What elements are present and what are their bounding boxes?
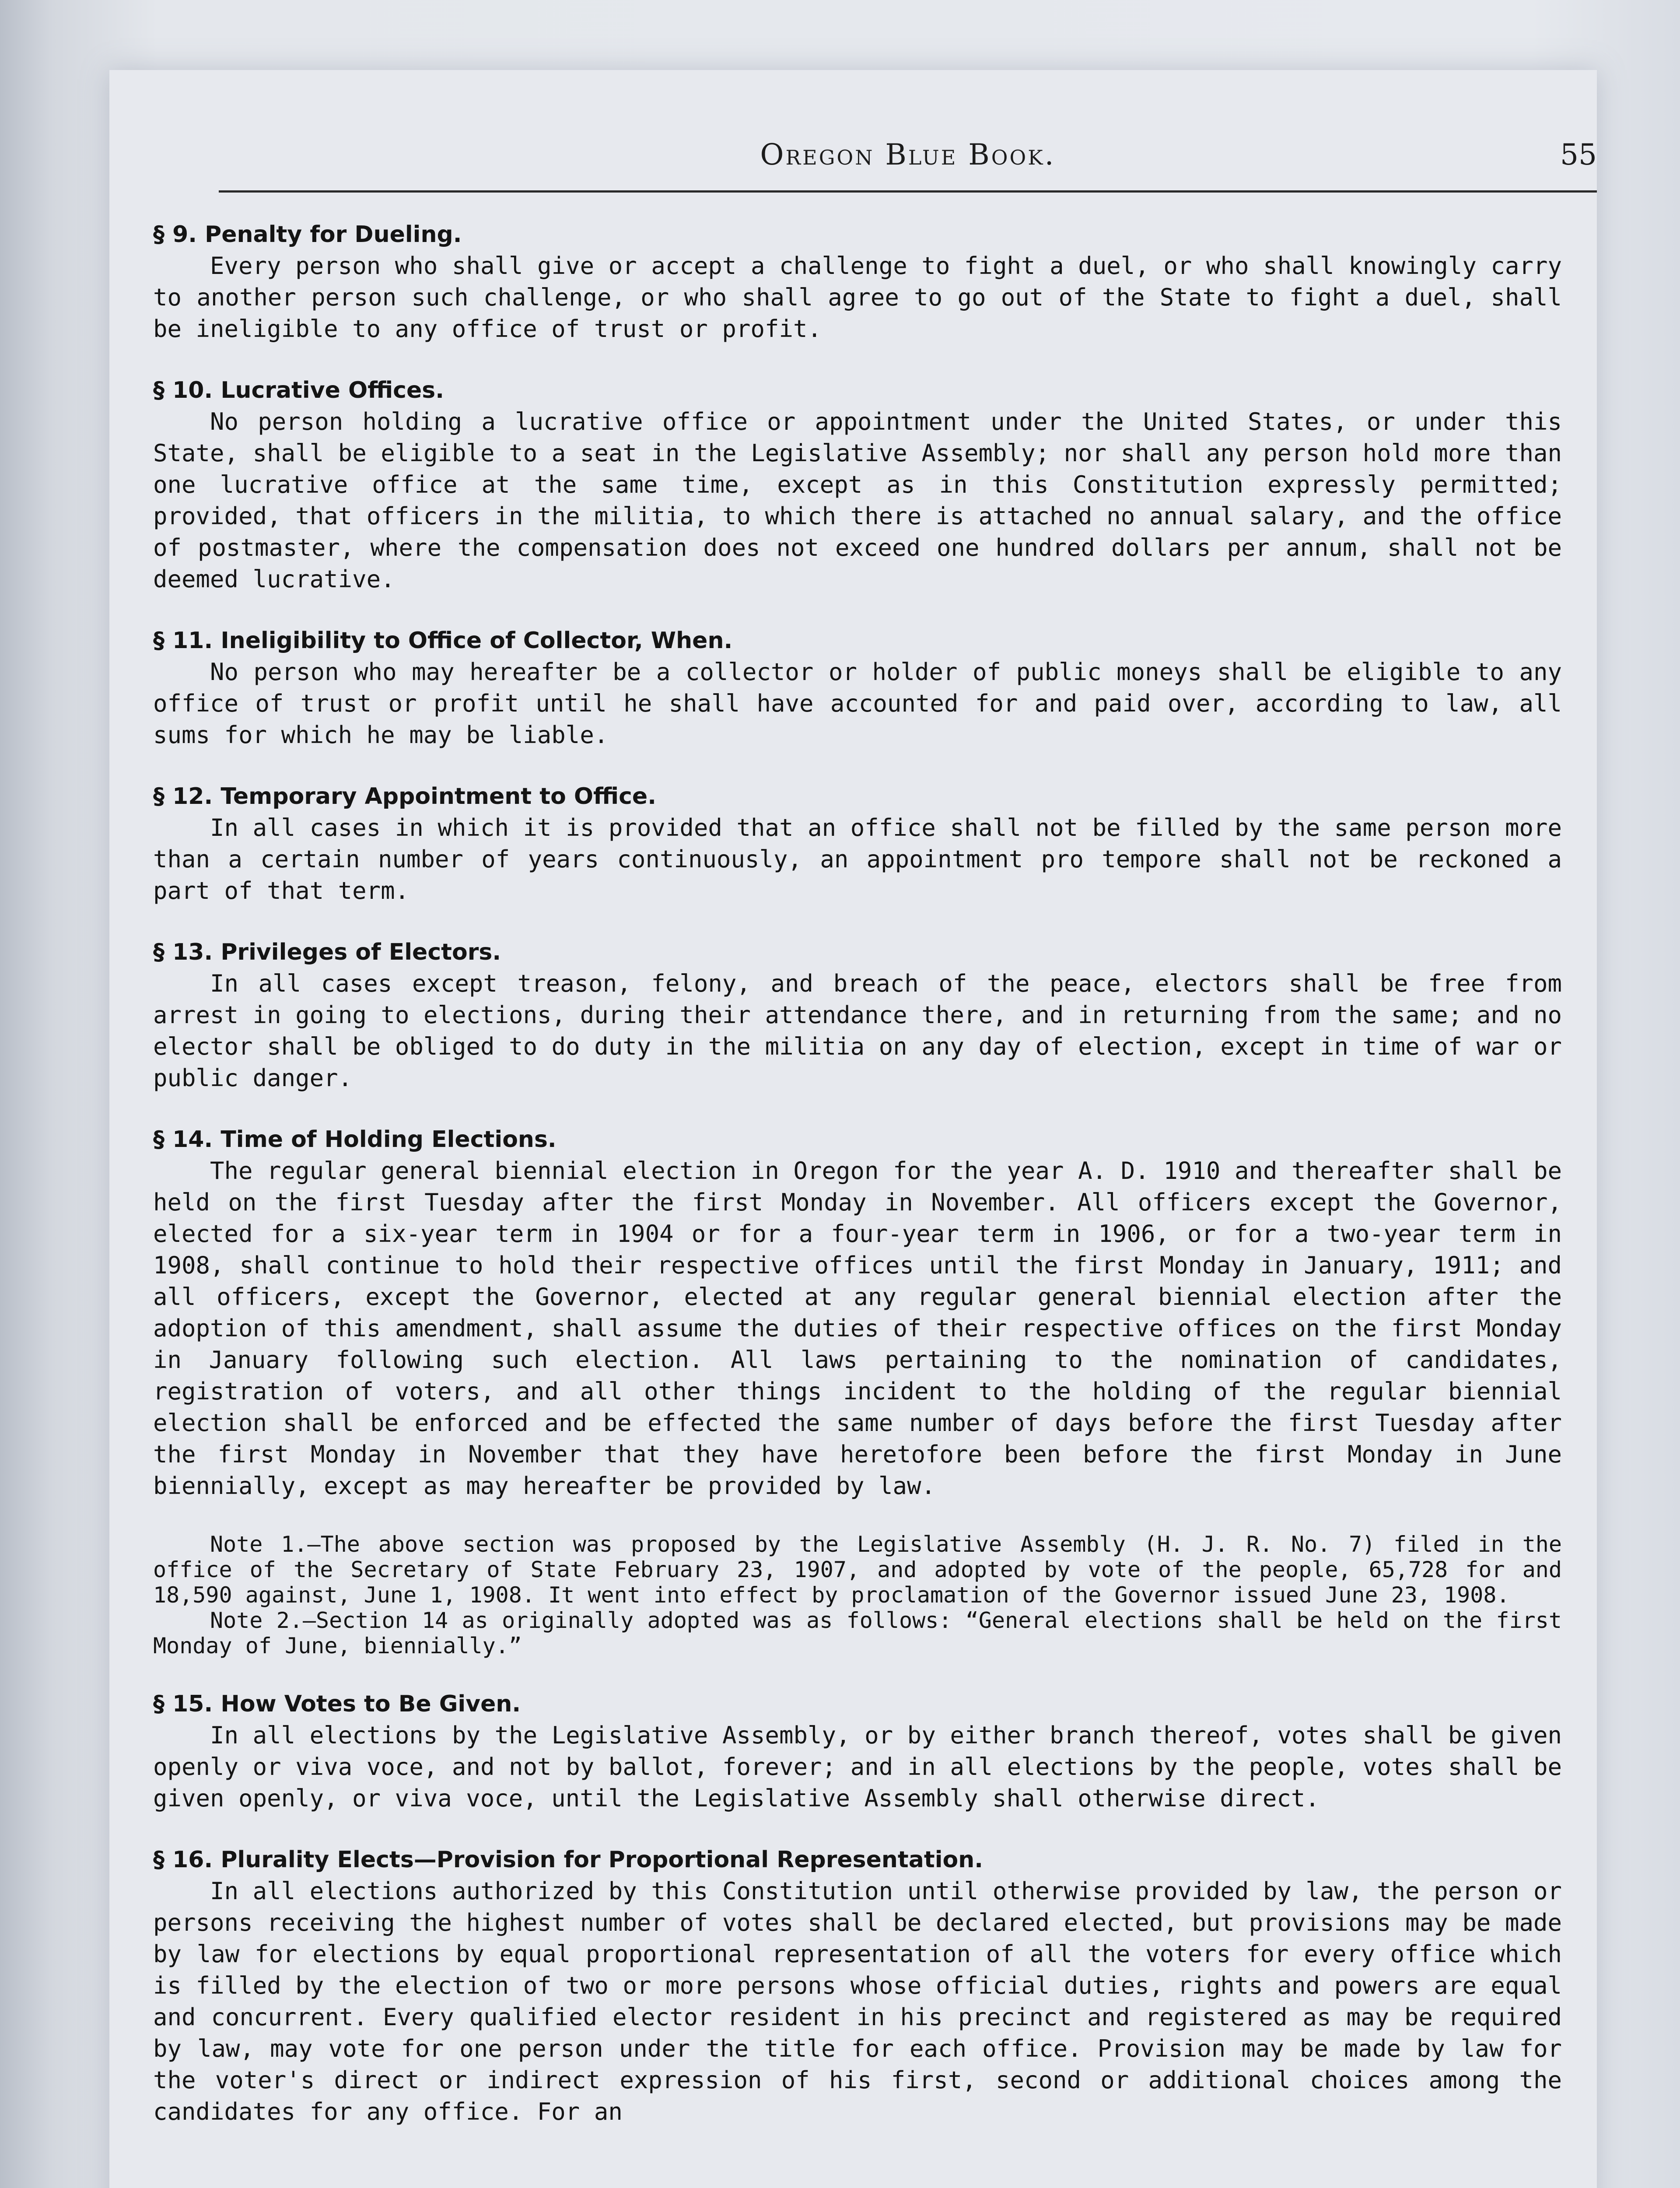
running-head: Oregon Blue Book. (760, 138, 1056, 172)
section-14 (153, 1124, 1562, 1502)
section-body: In all elections by the Legislative Assembly, or by either branch thereof, votes shall be given openly or viva voce, and not by ballot, forever; and in all elections by the people, votes shall be given openly, or viva voce, until the Legislative Assembly shall otherwise direct. (153, 1722, 1562, 1812)
section-body: In all cases except treason, felony, and breach of the peace, electors shall be free from arrest in going to elections, during their attendance there, and in returning from the same; and no elector shall be obliged to do duty in the militia on any day of election, except in time of war or public danger. (153, 970, 1562, 1092)
section-title: § 12. Temporary Appointment to Office. (153, 783, 656, 810)
section-title: § 16. Plurality Elects—Provision for Proportional Representation. (153, 1847, 984, 1873)
section-15 (153, 1688, 1562, 1814)
section-body: In all cases in which it is provided that an office shall not be filled by the same person more than a certain number of years continuously, an appointment pro tempore shall not be reckoned a part of that term. (153, 814, 1562, 905)
section-title: § 15. How Votes to Be Given. (153, 1691, 521, 1717)
section-title: § 10. Lucrative Offices. (153, 377, 444, 403)
section-body: Every person who shall give or accept a challenge to fight a duel, or who shall knowingly carry to another person such challenge, or who shall agree to go out of the State to fight a duel, shall be ineligible to any office of trust or profit. (153, 252, 1562, 343)
note-2: Note 2.—Section 14 as originally adopted was as follows: “General elections shall be held on the first Monday of June, biennially.” (153, 1608, 1562, 1659)
section-body: No person holding a lucrative office or appointment under the United States, or under this State, shall be eligible to a seat in the Legislative Assembly; nor shall any person hold more than one lucrative office at the same time, except as in this Constitution expressly permitted; provided, that officers in the militia, to which there is attached no annual salary, and the office of postmaster, where the compensation does not exceed one hundred dollars per annum, shall not be deemed lucrative. (153, 408, 1562, 593)
section-12 (153, 781, 1562, 907)
section-9 (153, 219, 1562, 345)
section-body: No person who may hereafter be a collector or holder of public moneys shall be eligible to any office of trust or profit until he shall have accounted for and paid over, according to law, all sums for which he may be liable. (153, 658, 1562, 749)
section-title: § 11. Ineligibility to Office of Collector, When. (153, 628, 733, 654)
section-body: In all elections authorized by this Constitution until otherwise provided by law, the person or persons receiving the highest number of votes shall be declared elected, but provisions may be made by law for elections by equal proportional representation of all the voters for every office which is filled by the election of two or more persons whose official duties, rights and powers are equal and concurrent. Every qualified elector resident in his precinct and registered as may be required by law, may vote for one person under the title for each office. Provision may be made by law for the voter's direct or indirect expression of his first, second or additional choices among the candidates for any office. For an (153, 1877, 1562, 2125)
page-number: 55 (1560, 138, 1597, 172)
section-title: § 14. Time of Holding Elections. (153, 1126, 556, 1153)
section-title: § 9. Penalty for Dueling. (153, 221, 462, 248)
section-title: § 13. Privileges of Electors. (153, 939, 501, 965)
section-16 (153, 1844, 1562, 2128)
section-10 (153, 375, 1562, 595)
page-header (219, 129, 1597, 193)
section-13 (153, 936, 1562, 1094)
page-content (153, 219, 1562, 2157)
note-1: Note 1.—The above section was proposed by the Legislative Assembly (H. J. R. No. 7) filed in the office of the Secretary of State February 23, 1907, and adopted by vote of the people, 65,728 for and 18,590 against, June 1, 1908. It went into effect by proclamation of the Governor issued June 23, 1908. (153, 1532, 1562, 1608)
section-11 (153, 625, 1562, 751)
section-14-notes (153, 1532, 1562, 1659)
book-page (109, 70, 1597, 2188)
section-body: The regular general biennial election in Oregon for the year A. D. 1910 and thereafter shall be held on the first Tuesday after the first Monday in November. All officers except the Governor, elected for a six-year term in 1904 or for a four-year term in 1906, or for a two-year term in 1908, shall continue to hold their respective offices until the first Monday in January, 1911; and all officers, except the Governor, elected at any regular general biennial election after the adoption of this amendment, shall assume the duties of their respective offices on the first Monday in January following such election. All laws pertaining to the nomination of candidates, registration of voters, and all other things incident to the holding of the regular biennial election shall be enforced and be effected the same number of days before the first Tuesday after the first Monday in November that they have heretofore been before the first Monday in June biennially, except as may hereafter be provided by law. (153, 1157, 1562, 1500)
